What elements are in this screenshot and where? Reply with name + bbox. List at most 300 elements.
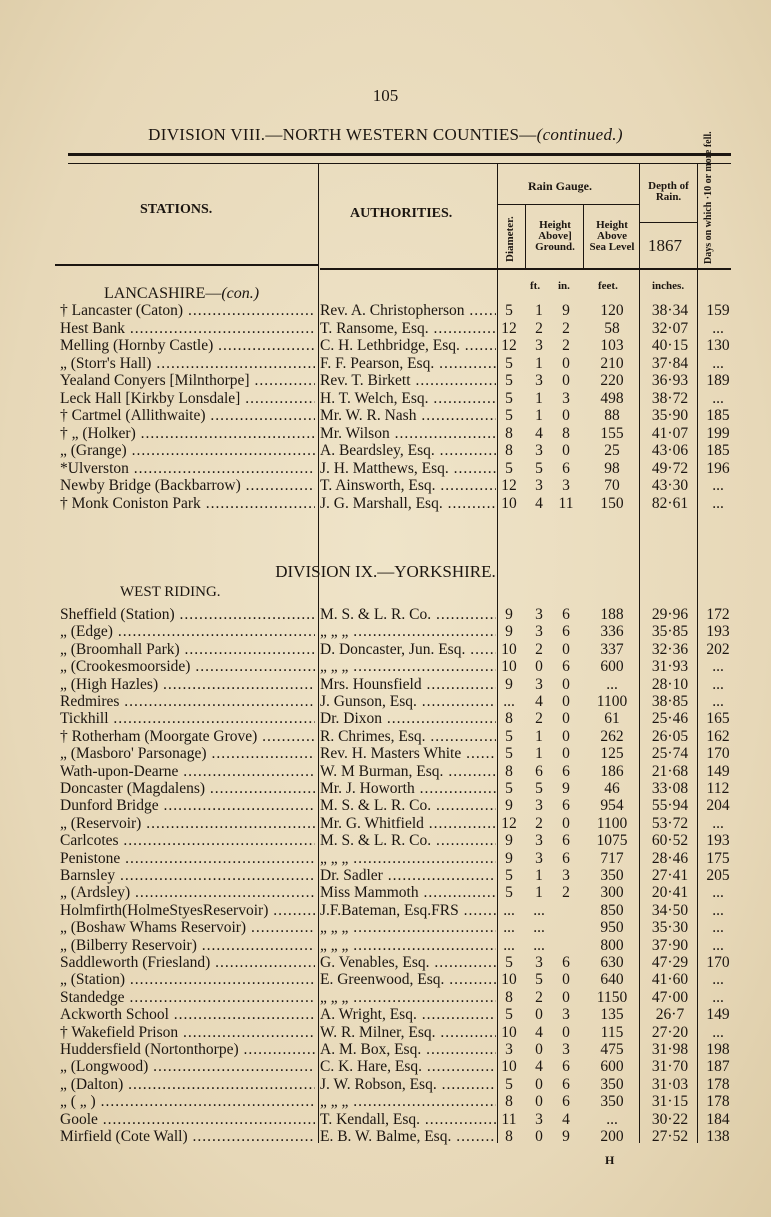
cell-days: ...	[712, 884, 724, 902]
cell-sea: 70	[604, 477, 620, 494]
cell-sea: 103	[600, 337, 624, 354]
cell-dia: 10	[501, 1058, 517, 1076]
unit-inches: inches.	[652, 280, 685, 292]
cell-station: Newby Bridge (Backbarrow) .....	[60, 477, 315, 495]
table-row	[0, 937, 771, 955]
cell-in: 6	[562, 1075, 570, 1093]
cell-ft: 5	[535, 971, 543, 989]
table-row	[0, 1006, 771, 1024]
cell-days: ...	[712, 477, 724, 494]
cell-station: *Ulverston .....	[60, 460, 315, 478]
cell-station: „ (Ardsley) .....	[60, 884, 315, 902]
division-ix-title: DIVISION IX.—YORKSHIRE.	[275, 562, 496, 581]
cell-sea: 186	[600, 762, 624, 780]
top-rule-thin	[68, 163, 731, 164]
cell-dia: 5	[505, 780, 513, 797]
cell-ft: 3	[535, 477, 543, 494]
cell-dia: 12	[501, 337, 517, 354]
cell-dia: 9	[505, 675, 513, 693]
cell-depth: 53·72	[651, 814, 689, 832]
cell-sea: 61	[604, 710, 620, 728]
cell-in: 0	[562, 988, 570, 1006]
cell-sea: 120	[600, 302, 624, 319]
cell-depth: 40·15	[651, 337, 689, 354]
cell-days: ...	[712, 693, 724, 710]
cell-authority: J. H. Matthews, Esq. .....	[320, 460, 496, 478]
cell-days: ...	[712, 389, 724, 407]
table-row	[0, 710, 771, 728]
cell-depth: 27·52	[651, 1128, 689, 1145]
height-sea-header	[584, 220, 640, 253]
cell-authority: Rev. A. Christopherson .....	[320, 302, 496, 320]
cell-ft: 3	[535, 675, 543, 693]
division-title	[0, 125, 771, 145]
cell-ft: 0	[535, 1006, 543, 1024]
cell-days: ...	[712, 988, 724, 1006]
cell-authority: „ „ „ .....	[320, 623, 496, 641]
cell-in: 3	[562, 867, 570, 884]
cell-sea: 498	[600, 389, 624, 407]
cell-depth: 26·05	[651, 727, 689, 745]
cell-depth: 49·72	[651, 459, 689, 477]
cell-sea: 717	[600, 849, 624, 867]
cell-depth: 43·06	[651, 442, 689, 459]
height-ground-header	[527, 220, 583, 253]
cell-in: 11	[558, 494, 574, 512]
cell-depth: 34·50	[651, 901, 689, 919]
cell-in: 9	[562, 1128, 570, 1145]
cell-days: 178	[706, 1075, 730, 1093]
cell-ft: ...	[533, 936, 545, 954]
table-row	[0, 442, 771, 460]
cell-ft: 4	[535, 1023, 543, 1041]
cell-sea: 200	[600, 1128, 624, 1145]
cell-sea: 640	[600, 971, 624, 989]
cell-in: 6	[562, 658, 570, 676]
cell-ft: 1	[535, 389, 543, 407]
cell-in: 6	[562, 606, 570, 623]
cell-sea: 336	[600, 623, 624, 641]
cell-in: 0	[562, 442, 570, 459]
cell-authority: Miss Mammoth .....	[320, 884, 496, 902]
cell-dia: 5	[505, 1006, 513, 1024]
cell-sea: 600	[600, 658, 624, 676]
cell-depth: 37·90	[651, 936, 689, 954]
cell-days: 185	[706, 442, 730, 459]
cell-depth: 32·07	[651, 319, 689, 337]
cell-in: 3	[562, 1041, 570, 1058]
table-row	[0, 477, 771, 495]
cell-ft: 0	[535, 1128, 543, 1145]
cell-dia: 8	[505, 1093, 513, 1111]
cell-depth: 31·70	[651, 1058, 689, 1076]
cell-days: 112	[706, 780, 730, 797]
cell-days: ...	[712, 901, 724, 919]
cell-ft: 3	[535, 954, 543, 971]
table-row	[0, 355, 771, 373]
cell-ft: 3	[535, 623, 543, 641]
cell-depth: 30·22	[651, 1110, 689, 1128]
header-bottom-rule	[55, 264, 318, 266]
cell-ft: 1	[535, 407, 543, 424]
table-row	[0, 1024, 771, 1042]
cell-in: 2	[562, 884, 570, 902]
division-title-main: DIVISION VIII.—NORTH WESTERN COUNTIES—	[148, 125, 537, 144]
cell-station: „ (Longwood) .....	[60, 1058, 315, 1076]
cell-station: Doncaster (Magdalens) .....	[60, 780, 315, 798]
cell-sea: 155	[600, 424, 624, 442]
cell-depth: 47·29	[651, 954, 689, 971]
cell-authority: F. F. Pearson, Esq. .....	[320, 355, 496, 373]
cell-sea: 220	[600, 372, 624, 389]
cell-station: „ (Masboro' Parsonage) .....	[60, 745, 315, 763]
cell-depth: 21·68	[651, 762, 689, 780]
cell-dia: 8	[505, 442, 513, 459]
cell-depth: 20·41	[651, 884, 689, 902]
cell-depth: 35·90	[651, 407, 689, 424]
cell-dia: 5	[505, 407, 513, 424]
cell-station: Penistone .....	[60, 850, 315, 868]
cell-authority: Dr. Sadler .....	[320, 867, 496, 885]
diameter-header: Diameter.	[504, 216, 516, 262]
cell-days: 204	[706, 797, 730, 815]
cell-sea: 98	[604, 459, 620, 477]
cell-in: 6	[562, 1093, 570, 1111]
cell-dia: ...	[503, 693, 515, 710]
cell-ft: 2	[535, 319, 543, 337]
cell-dia: 5	[505, 1075, 513, 1093]
cell-station: „ (High Hazles) .....	[60, 676, 315, 694]
cell-authority: „ „ „ .....	[320, 919, 496, 937]
cell-ft: 0	[535, 1093, 543, 1111]
table-row	[0, 989, 771, 1007]
unit-feet: feet.	[598, 280, 618, 292]
cell-days: ...	[712, 354, 724, 372]
cell-sea: 1100	[596, 693, 628, 710]
cell-depth: 31·03	[651, 1075, 689, 1093]
cell-depth: 25·46	[651, 710, 689, 728]
cell-in: 6	[562, 797, 570, 815]
cell-ft: 0	[535, 1075, 543, 1093]
cell-sea: 188	[600, 606, 624, 623]
cell-authority: Rev. T. Birkett .....	[320, 372, 496, 390]
cell-days: ...	[712, 936, 724, 954]
cell-sea: 1100	[596, 814, 628, 832]
cell-in: 6	[562, 623, 570, 641]
cell-sea: 46	[604, 780, 620, 797]
table-row	[0, 1093, 771, 1111]
cell-dia: 5	[505, 954, 513, 971]
table-row	[0, 971, 771, 989]
cell-dia: 12	[501, 477, 517, 494]
cell-in: 0	[562, 727, 570, 745]
cell-ft: 4	[535, 1058, 543, 1076]
cell-in: 0	[562, 745, 570, 763]
cell-authority: Mr. Wilson .....	[320, 425, 496, 443]
cell-ft: 5	[535, 780, 543, 797]
cell-authority: W. M Burman, Esq. .....	[320, 763, 496, 781]
cell-in: 6	[562, 954, 570, 971]
cell-station: † Rotherham (Moorgate Grove) .....	[60, 728, 315, 746]
cell-station: † Wakefield Prison .....	[60, 1024, 315, 1042]
cell-dia: 9	[505, 797, 513, 815]
cell-authority: A. Wright, Esq. .....	[320, 1006, 496, 1024]
section-lancashire	[104, 285, 259, 303]
cell-authority: Mrs. Hounsfield .....	[320, 676, 496, 694]
cell-in: 9	[562, 780, 570, 797]
cell-station: Hest Bank .....	[60, 320, 315, 338]
cell-depth: 29·96	[651, 606, 689, 623]
cell-sea: 850	[600, 901, 624, 919]
cell-days: 162	[706, 727, 730, 745]
cell-authority: M. S. & L. R. Co. .....	[320, 606, 496, 624]
cell-sea: 262	[600, 727, 624, 745]
cell-station: † Lancaster (Caton) .....	[60, 302, 315, 320]
cell-in: 2	[562, 319, 570, 337]
cell-depth: 55·94	[651, 797, 689, 815]
cell-station: Holmfirth(HolmeStyesReservoir) .....	[60, 902, 315, 920]
table-row	[0, 850, 771, 868]
table-row	[0, 797, 771, 815]
section-lancashire-cont: (con.)	[221, 285, 260, 302]
cell-sea: 150	[600, 494, 624, 512]
cell-in: 0	[562, 640, 570, 658]
stations-header: STATIONS.	[140, 202, 213, 217]
height-sea-l1: Height	[596, 219, 628, 231]
cell-ft: 1	[535, 867, 543, 884]
cell-authority: W. R. Milner, Esq. .....	[320, 1024, 496, 1042]
unit-ft: ft.	[530, 280, 541, 292]
table-row	[0, 658, 771, 676]
cell-in: 4	[562, 1110, 570, 1128]
cell-days: ...	[712, 814, 724, 832]
cell-station: Carlcotes .....	[60, 832, 315, 850]
cell-days: 184	[706, 1110, 730, 1128]
cell-station: Saddleworth (Friesland) .....	[60, 954, 315, 972]
table-row	[0, 919, 771, 937]
height-ground-l2: Above]	[538, 230, 572, 242]
cell-sea: 125	[600, 745, 624, 763]
section-west-riding: WEST RIDING.	[120, 584, 221, 600]
cell-ft: 4	[535, 693, 543, 710]
cell-depth: 31·98	[651, 1041, 689, 1058]
cell-authority: E. B. W. Balme, Esq. .....	[320, 1128, 496, 1146]
cell-depth: 35·85	[651, 623, 689, 641]
cell-station: † Monk Coniston Park .....	[60, 495, 315, 513]
cell-dia: 5	[505, 302, 513, 319]
cell-authority: Mr. G. Whitfield .....	[320, 815, 496, 833]
cell-ft: 3	[535, 832, 543, 850]
cell-station: Huddersfield (Nortonthorpe) .....	[60, 1041, 315, 1059]
cell-in: 6	[562, 459, 570, 477]
cell-station: „ ( „ ) .....	[60, 1093, 315, 1111]
cell-authority: Mr. W. R. Nash .....	[320, 407, 496, 425]
depth-l2: Rain.	[655, 191, 682, 203]
cell-days: 172	[706, 606, 730, 623]
cell-ft: 3	[535, 372, 543, 389]
cell-depth: 38·85	[651, 693, 689, 710]
table-row	[0, 1058, 771, 1076]
cell-depth: 60·52	[651, 832, 689, 850]
cell-days: 178	[706, 1093, 730, 1111]
table-row	[0, 1041, 771, 1059]
cell-ft: 2	[535, 640, 543, 658]
cell-days: 205	[706, 867, 730, 884]
table-row	[0, 693, 771, 711]
cell-in: 3	[562, 477, 570, 494]
cell-days: 202	[706, 640, 730, 658]
cell-station: † Cartmel (Allithwaite) .....	[60, 407, 315, 425]
cell-sea: 800	[600, 936, 624, 954]
cell-dia: 9	[505, 606, 513, 623]
cell-dia: 12	[501, 319, 517, 337]
cell-authority: „ „ „ .....	[320, 989, 496, 1007]
table-row	[0, 606, 771, 624]
cell-depth: 28·10	[651, 675, 689, 693]
cell-ft: 4	[535, 494, 543, 512]
cell-dia: 5	[505, 459, 513, 477]
table-row	[0, 745, 771, 763]
cell-sea: 88	[604, 407, 620, 424]
cell-dia: 3	[505, 1041, 513, 1058]
cell-ft: 3	[535, 442, 543, 459]
cell-days: ...	[712, 1023, 724, 1041]
authorities-header: AUTHORITIES.	[350, 206, 453, 221]
cell-dia: 5	[505, 867, 513, 884]
cell-ft: 2	[535, 814, 543, 832]
cell-ft: ...	[533, 919, 545, 937]
cell-ft: 3	[535, 1110, 543, 1128]
cell-station: Dunford Bridge .....	[60, 797, 315, 815]
cell-sea: 210	[600, 354, 624, 372]
cell-ft: 1	[535, 727, 543, 745]
section-lancashire-title: LANCASHIRE—	[104, 285, 222, 302]
cell-ft: 2	[535, 988, 543, 1006]
table-row	[0, 623, 771, 641]
cell-ft: ...	[533, 901, 545, 919]
cell-days: 159	[706, 302, 730, 319]
depth-header	[640, 181, 697, 203]
cell-dia: 9	[505, 849, 513, 867]
cell-dia: 5	[505, 389, 513, 407]
cell-depth: 82·61	[651, 494, 689, 512]
cell-days: 175	[706, 849, 730, 867]
cell-in: 3	[562, 1006, 570, 1024]
cell-sea: 350	[600, 1075, 624, 1093]
cell-sea: 25	[604, 442, 620, 459]
cell-in: 9	[562, 302, 570, 319]
cell-authority: A. Beardsley, Esq. .....	[320, 442, 496, 460]
cell-depth: 36·93	[651, 372, 689, 389]
cell-in: 0	[562, 675, 570, 693]
cell-station: Goole .....	[60, 1111, 315, 1129]
cell-depth: 43·30	[651, 477, 689, 494]
days-header: Days on which ·10 or more fell.	[703, 131, 714, 264]
cell-ft: 3	[535, 849, 543, 867]
cell-authority: T. Ransome, Esq. .....	[320, 320, 496, 338]
cell-authority: C. K. Hare, Esq. .....	[320, 1058, 496, 1076]
cell-depth: 38·72	[651, 389, 689, 407]
cell-sea: 1075	[596, 832, 628, 850]
cell-authority: M. S. & L. R. Co. .....	[320, 797, 496, 815]
cell-dia: 9	[505, 623, 513, 641]
cell-dia: 8	[505, 988, 513, 1006]
cell-days: 198	[706, 1041, 730, 1058]
cell-dia: 5	[505, 354, 513, 372]
cell-authority: „ „ „ .....	[320, 850, 496, 868]
cell-days: ...	[712, 319, 724, 337]
cell-authority: H. T. Welch, Esq. .....	[320, 390, 496, 408]
cell-station: Yealand Conyers [Milnthorpe] .....	[60, 372, 315, 390]
table-row	[0, 676, 771, 694]
cell-authority: „ „ „ .....	[320, 658, 496, 676]
cell-days: ...	[712, 675, 724, 693]
cell-depth: 27·41	[651, 867, 689, 884]
cell-dia: 10	[501, 971, 517, 989]
cell-in: 0	[562, 407, 570, 424]
cell-station: Sheffield (Station) .....	[60, 606, 315, 624]
cell-station: „ (Crookesmoorside) .....	[60, 658, 315, 676]
height-sea-l3: Sea Level	[589, 241, 635, 253]
cell-station: „ (Reservoir) .....	[60, 815, 315, 833]
cell-depth: 41·60	[651, 971, 689, 989]
depth-rule	[639, 222, 697, 223]
height-ground-l3: Ground.	[535, 241, 575, 253]
cell-depth: 26·7	[655, 1006, 685, 1024]
cell-ft: 0	[535, 1041, 543, 1058]
cell-days: 187	[706, 1058, 730, 1076]
table-row	[0, 302, 771, 320]
cell-dia: 5	[505, 372, 513, 389]
cell-authority: D. Doncaster, Jun. Esq. .....	[320, 641, 496, 659]
cell-station: „ (Station) .....	[60, 971, 315, 989]
cell-authority: A. M. Box, Esq. .....	[320, 1041, 496, 1059]
cell-authority: Dr. Dixon .....	[320, 710, 496, 728]
table-row	[0, 884, 771, 902]
table-row	[0, 1111, 771, 1129]
cell-ft: 2	[535, 710, 543, 728]
height-sea-l2: Above	[597, 230, 627, 242]
cell-station: Ackworth School .....	[60, 1006, 315, 1024]
cell-authority: M. S. & L. R. Co. .....	[320, 832, 496, 850]
cell-dia: ...	[503, 936, 515, 954]
cell-depth: 32·36	[651, 640, 689, 658]
cell-depth: 35·30	[651, 919, 689, 937]
cell-in: 6	[562, 849, 570, 867]
cell-station: „ (Boshaw Whams Reservoir) .....	[60, 919, 315, 937]
cell-authority: E. Greenwood, Esq. .....	[320, 971, 496, 989]
cell-days: 149	[706, 1006, 730, 1024]
cell-ft: 3	[535, 606, 543, 623]
table-row	[0, 390, 771, 408]
cell-sea: 350	[600, 1093, 624, 1111]
cell-in: 6	[562, 832, 570, 850]
cell-dia: 10	[501, 494, 517, 512]
cell-days: ...	[712, 919, 724, 937]
cell-dia: 9	[505, 832, 513, 850]
cell-station: † „ (Holker) .....	[60, 425, 315, 443]
cell-in: 0	[562, 354, 570, 372]
cell-sea: 135	[600, 1006, 624, 1024]
cell-station: „ (Dalton) .....	[60, 1076, 315, 1094]
table-row	[0, 1128, 771, 1146]
cell-days: ...	[712, 971, 724, 989]
cell-sea: 58	[604, 319, 620, 337]
cell-dia: ...	[503, 919, 515, 937]
table-row	[0, 320, 771, 338]
table-row	[0, 902, 771, 920]
cell-depth: 28·46	[651, 849, 689, 867]
